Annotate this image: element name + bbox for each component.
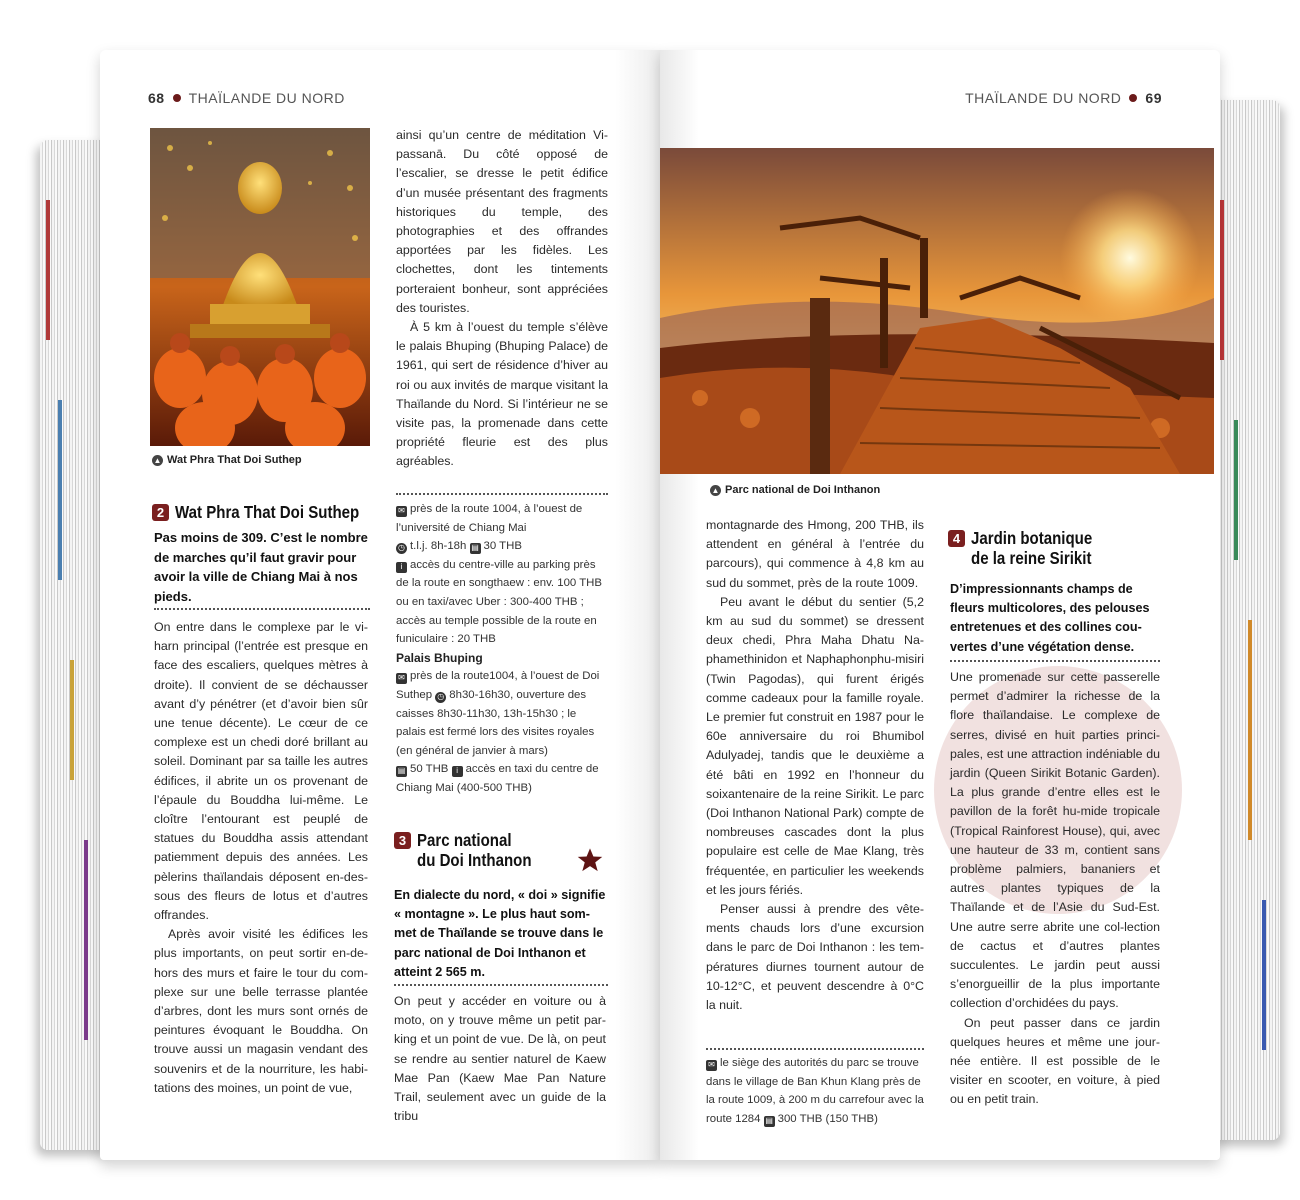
page-number: 68: [148, 90, 165, 106]
dotted-rule: [394, 984, 608, 986]
dotted-rule: [950, 660, 1160, 662]
right-page-edges: [1210, 100, 1280, 1140]
section-4-body: [950, 668, 1160, 1110]
page-number: 69: [1145, 90, 1162, 106]
ticket-icon: ▤: [765, 1115, 773, 1125]
clock-icon: ◷: [396, 543, 407, 554]
paragraph: On peut y accéder en voiture ou à moto, on y trouve même un petit par-king et un point de vue. De là, on peut se rendre au sentier naturel de Kaew Mae Pan (Kaew Mae Pan Nature Trail, seulement avec un guide de la tribu: [394, 994, 606, 1124]
paragraph: montagnarde des Hmong, 200 THB, ils attendent en général à l’entrée du parcours), qui commence à 4,8 km au sud du sommet, près de la route 1009.: [706, 518, 924, 590]
paragraph: ainsi qu’un centre de méditation Vi-passanā. Du côté opposé de l’escalier, se dresse le petit édifice d’un musée présentant des fragments historiques du temple, des photographies et des offrandes apportées par les fidèles. Les clochettes, dont les tintements porteraient bonheur, sont appréciées des touristes.: [396, 128, 608, 315]
section-number: 4: [948, 530, 965, 547]
paragraph: Penser aussi à prendre des vête-ments chauds lors d’une excursion dans le parc de Doi Inthanon : les tem-pératures diurnes tournent autour de 10-12°C, et peuvent descendre à 0°C la nuit.: [706, 902, 924, 1013]
boardwalk-photo-art: [660, 148, 1214, 474]
star-icon: [576, 846, 604, 874]
clock-icon: ◷: [435, 692, 446, 703]
info-icon: i: [396, 562, 407, 573]
paragraph: À 5 km à l’ouest du temple s’élève le palais Bhuping (Bhuping Palace) de 1961, qui sert de résidence d’hiver au roi ou aux invités de marque visitant la Thaïlande du Nord. Si l’intérieur ne se visite pas, la promenade dans cette propriété fleurie est des plus agréables.: [396, 320, 608, 469]
map-pin-icon: ✉: [396, 506, 407, 517]
paragraph: On entre dans le complexe par le vi-harn principal (l’entrée est presque en face des escaliers, quelques mètres à droite). Il convient de se déchausser avant d’y pénétrer (et d’avoir bien sûr une tenue décente). Le cœur de ce complexe est un chedi doré brillant au soleil. Dominant par sa taille les autres édifices, il abrite un os provenant de l’épaule du Bouddha lui-même. Le cloître l’entourant est peuplé de statues du Bouddha assis attendant patiemment depuis des années. Les pèlerins thaïlandais déposent en-des-sous des fleurs de lotus et d’autres offrandes.: [154, 620, 368, 923]
section-title: Wat Phra That Doi Suthep: [175, 502, 360, 522]
ticket-icon: ▤: [397, 766, 406, 776]
edge-stripe: [58, 400, 62, 580]
map-pin-icon: ✉: [706, 1060, 717, 1071]
caption-text: Parc national de Doi Inthanon: [725, 484, 881, 496]
section-3-heading: [394, 830, 550, 870]
running-head-title: THAÏLANDE DU NORD: [188, 90, 345, 106]
section-2-lead: Pas moins de 309. C’est le nombre de marches qu’il faut gravir pour avoir la ville de Chiang Mai à nos pieds.: [154, 530, 368, 604]
open-book: [40, 20, 1280, 1180]
boardwalk-photo: [660, 148, 1214, 474]
caption-text: Wat Phra That Doi Suthep: [167, 454, 302, 466]
dotted-rule: [154, 608, 370, 610]
paragraph: Après avoir visité les édifices les plus importants, on peut sortir en-de-hors des murs et faire le tour du com-plexe sur une belle terrasse plantée d’arbres, dont les murs sont ornés de peintures évoquant le Bouddha. On trouve aussi un magasin vendant des souvenirs et de la nourriture, les habi-tations des moines, un point de vue,: [154, 927, 368, 1095]
paragraph: On peut passer dans ce jardin quelques heures et même une jour-née entière. Il est possible de le visiter en scooter, en voiture, à pied ou en petit train.: [950, 1015, 1160, 1107]
palace-subheading: Palais Bhuping: [396, 650, 483, 665]
section-2-body: [154, 618, 368, 1098]
section-number: 2: [152, 504, 169, 521]
left-page: [100, 50, 660, 1160]
section-3-lead: En dialecte du nord, « doi » signifie « montagne ». Le plus haut som-met de Thaïlande se trouve dans le parc national de Doi Inthanon et atteint 2 565 m.: [394, 888, 606, 979]
edge-stripe: [70, 660, 74, 780]
info-address-line: ✉ près de la route 1004, à l’ouest de l’université de Chiang Mai: [396, 503, 583, 534]
left-column-2-body: [396, 126, 608, 472]
section-title: Parc national du Doi Inthanon: [417, 830, 532, 870]
edge-stripe: [1234, 420, 1238, 560]
ticket-icon: ▤: [471, 543, 479, 553]
left-running-head: [148, 90, 345, 106]
section-2-heading: [152, 502, 389, 522]
paragraph: Une promenade sur cette passerelle permet d’admirer la richesse de la flore thaïlandaise. Le complexe de serres, divisé en huit parties princi-pales, est une attraction indéniable du jardin (Queen Sirikit Botanic Garden). La plus grande d’entre elles est le pavillon de la forêt hu-mide tropicale (Tropical Rainforest House), qui, avec une hauteur de 33 m, contient sans problème palmiers, bananiers et autres plantes typiques de la Thaïlande et de l’Asie du Sud-Est. Une autre serre abrite une col-lection de cactus et d’autres plantes succulentes. Le jardin peut aussi s’enorgueillir de la plus importante collection d’orchidées du pays.: [950, 670, 1160, 1011]
temple-photo-art: [150, 128, 370, 446]
practical-info-doi-inthanon: [706, 1054, 924, 1128]
info-icon: i: [452, 766, 463, 777]
info-hours-line: ◷ t.l.j. 8h-18h ▤ 30 THB: [398, 540, 522, 553]
section-number: 3: [394, 832, 411, 849]
dotted-rule: [706, 1048, 924, 1050]
info-transport-line: i accès du centre-ville au parking près de la route en songthaew : env. 100 THB ou en taxi/avec Uber : 300-400 THB ; accès au temple possible de la route en funiculaire : 20 THB: [396, 558, 603, 646]
practical-info-doi-suthep: [396, 500, 608, 798]
info-address-line: ✉ le siège des autorités du parc se trouve dans le village de Ban Khun Klang près de la route 1009, à 200 m du carrefour avec la route 1284 ▤ 300 THB (150 THB): [706, 1057, 924, 1125]
edge-stripe: [1262, 900, 1266, 1050]
edge-stripe: [84, 840, 88, 1040]
paragraph: Peu avant le début du sentier (5,2 km au sud du sommet) se dressent deux chedi, Phra Maha Dhatu Na-phamethinidon et Naphaphonphu-misiri (Twin Pagodas), qui furent érigés comme cadeaux pour la famille royale. Le premier fut construit en 1987 pour le 60e anniversaire du roi Bhumibol Adulyadej, tandis que le deuxième a été bâti en 1992 en l’honneur du soixantenaire de la reine Sirikit. Le parc (Doi Inthanon National Park) compte de nombreuses cascades dont la plus populaire est celle de Mae Klang, très fréquentée, en particulier les weekends et les jours fériés.: [706, 594, 924, 897]
edge-stripe: [1248, 620, 1252, 840]
palace-address-line: ✉ près de la route1004, à l’ouest de Doi Suthep ◷ 8h30-16h30, ouverture des caisses 8h30-11h30, 13h-15h30 ; le palais est fermé lors des visites royales (en général de janvier à mars): [396, 670, 600, 757]
section-4-lead: D’impressionnants champs de fleurs multicolores, des pelouses entretenues et des collines cou-vertes d’une végétation dense.: [950, 582, 1150, 654]
map-pin-icon: ✉: [396, 673, 407, 684]
head-dot: [173, 94, 181, 102]
right-page: [660, 50, 1220, 1160]
edge-stripe: [46, 200, 50, 340]
right-running-head: [965, 90, 1162, 106]
palace-price-line: ▤ 50 THB i accès en taxi du centre de Chiang Mai (400-500 THB): [396, 763, 599, 794]
dotted-rule: [396, 493, 608, 495]
running-head-title: THAÏLANDE DU NORD: [965, 90, 1122, 106]
section-title: Jardin botanique de la reine Sirikit: [971, 528, 1093, 568]
head-dot: [1129, 94, 1137, 102]
boardwalk-photo-caption: [710, 484, 880, 496]
temple-photo: [150, 128, 370, 446]
temple-photo-caption: [152, 454, 302, 466]
camera-icon: ▲: [711, 485, 720, 495]
section-3-body: [394, 992, 606, 1126]
camera-icon: ▲: [153, 455, 162, 465]
section-4-heading: [948, 528, 1112, 568]
edge-stripe: [1220, 200, 1224, 360]
right-column-1-body: [706, 516, 924, 1015]
